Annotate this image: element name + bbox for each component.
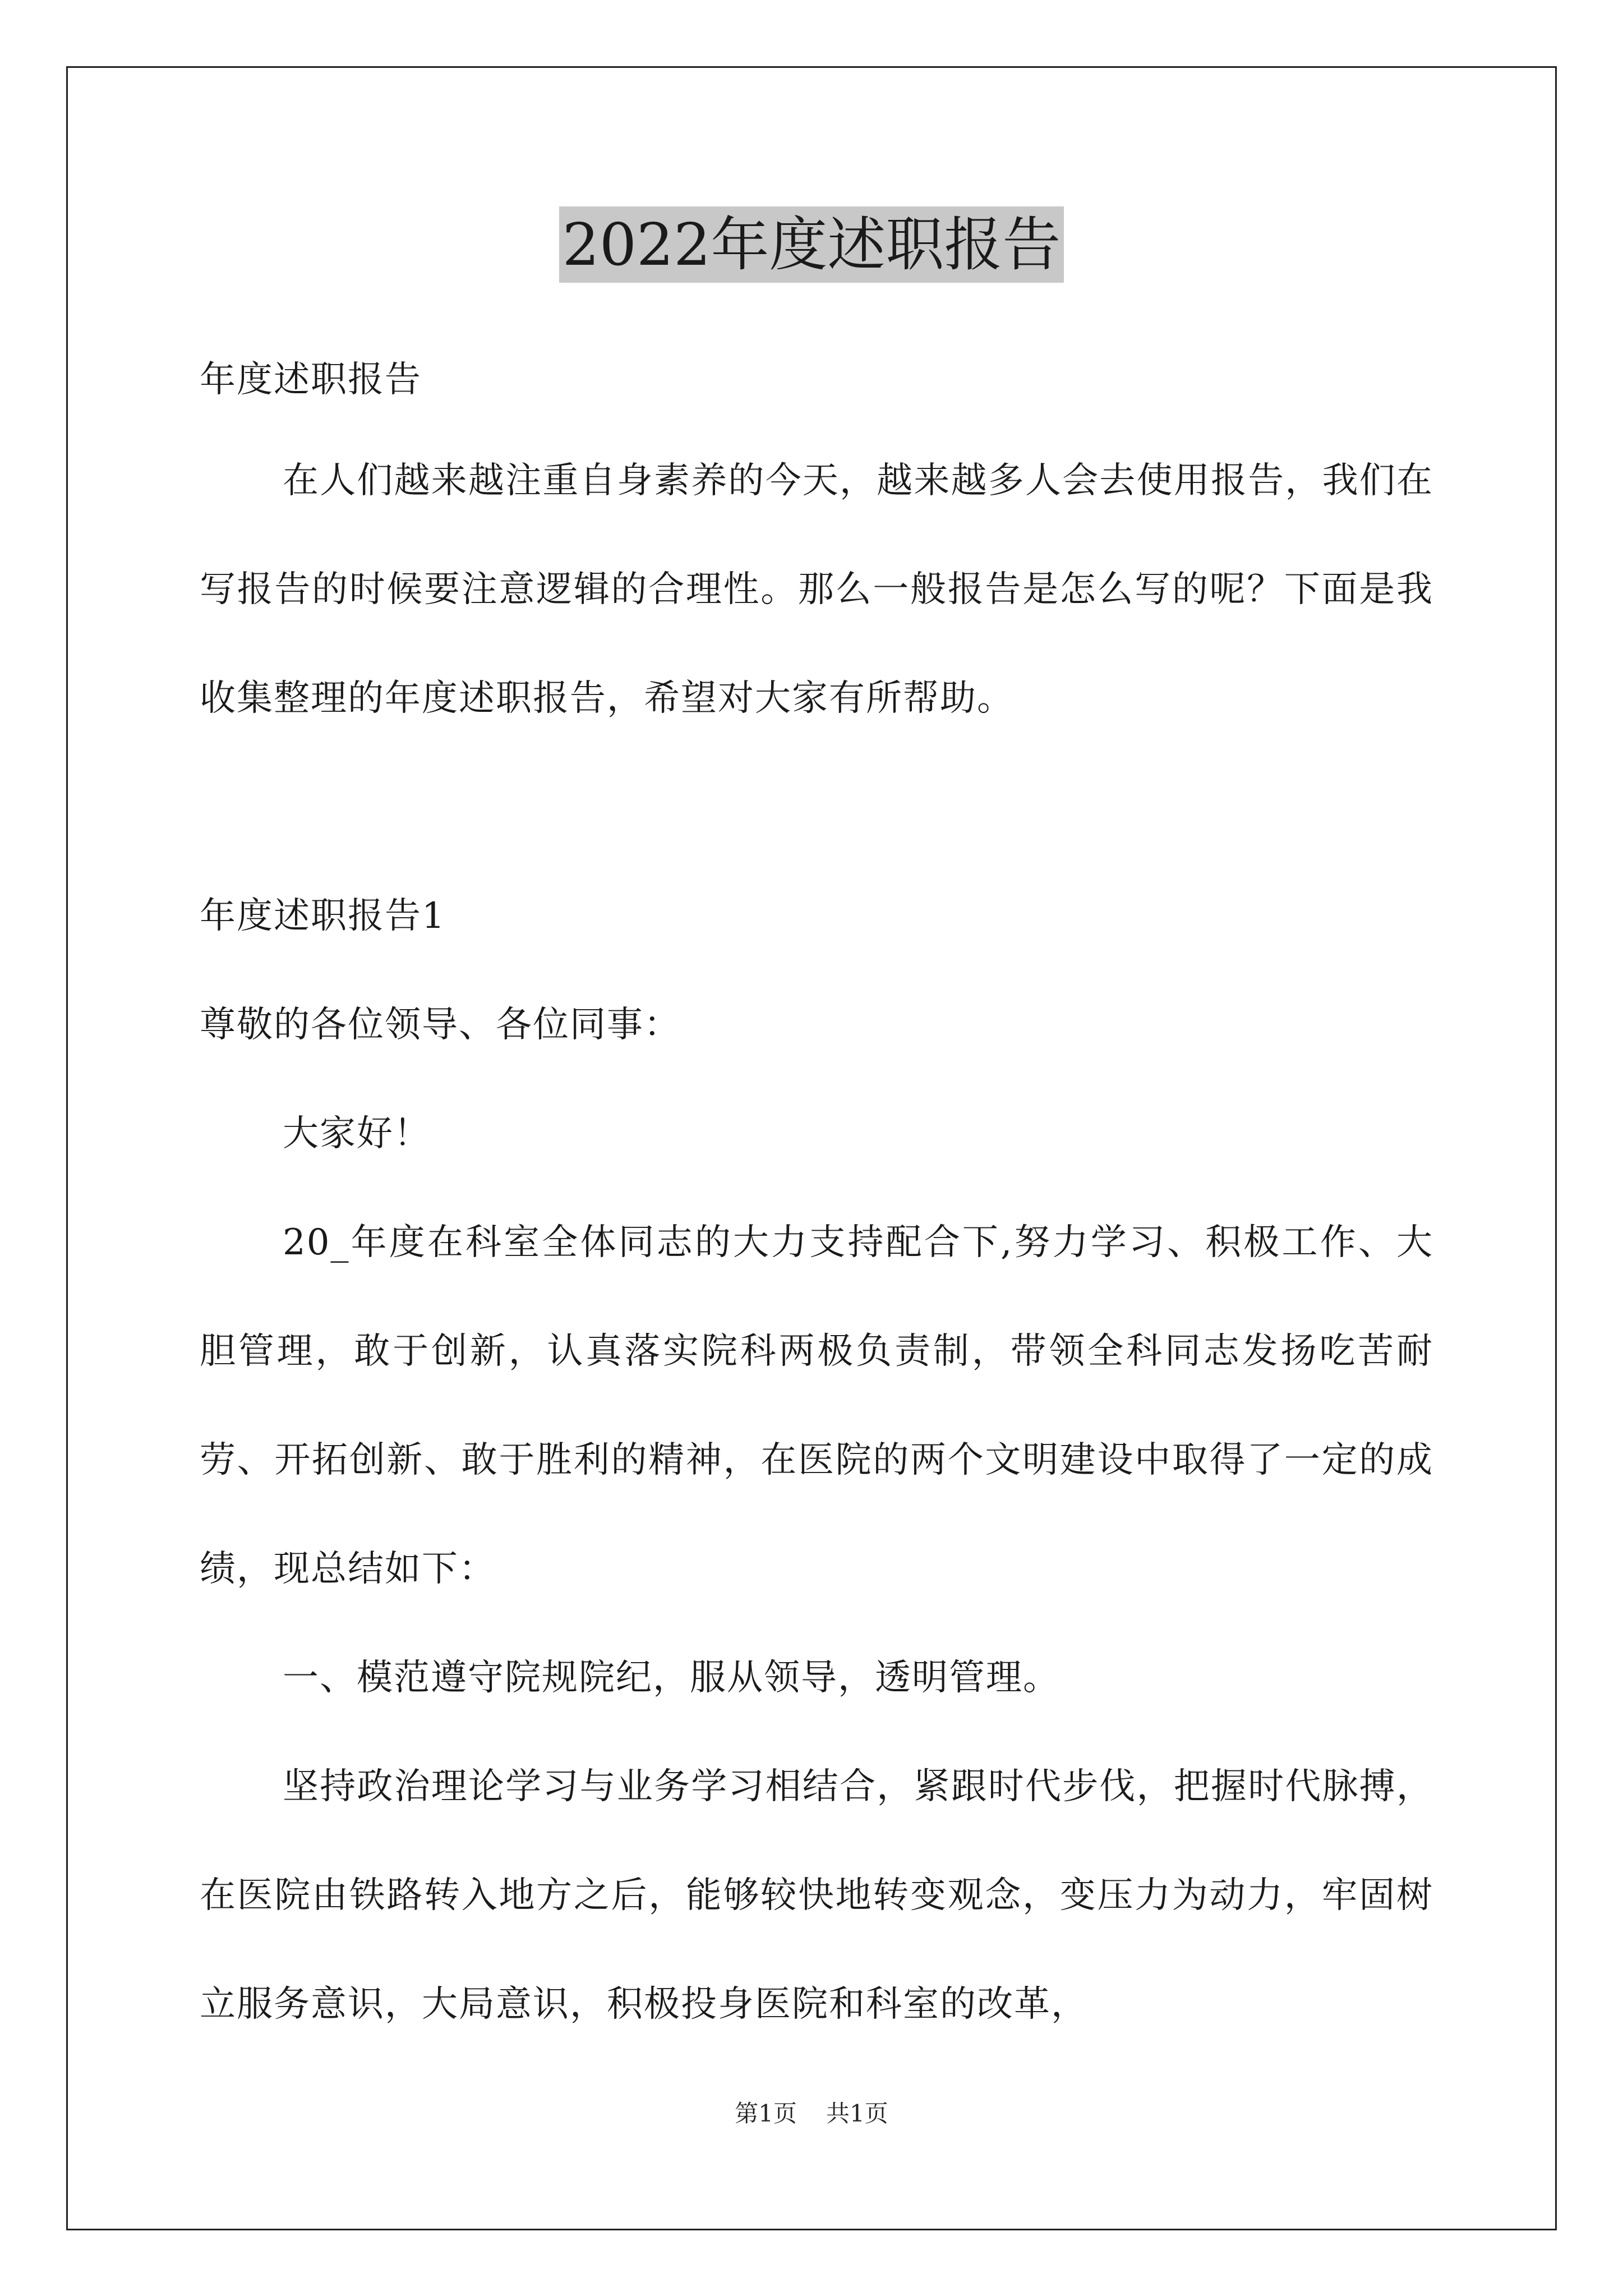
page-footer [0, 2097, 1623, 2131]
intro-paragraph: 在人们越来越注重自身素养的今天，越来越多人会去使用报告，我们在写报告的时候要注意逻辑的合理性。那么一般报告是怎么写的呢？下面是我收集整理的年度述职报告，希望对大家有所帮助。 [200, 460, 1433, 719]
section-point-heading: 一、模范遵守院规院纪，服从领导，透明管理。 [283, 1657, 1060, 1699]
page-number: 第1页 [735, 2100, 797, 2127]
body-paragraph: 坚持政治理论学习与业务学习相结合，紧跟时代步伐，把握时代脉搏，在医院由铁路转入地方之后，能够较快地转变观念，变压力为动力，牢固树立服务意识，大局意识，积极投身医院和科室的改革， [200, 1766, 1433, 2025]
page-total: 共1页 [826, 2100, 888, 2127]
section-heading: 年度述职报告1 [200, 895, 446, 937]
salutation-paragraph: 尊敬的各位领导、各位同事： [200, 1004, 681, 1046]
subtitle-paragraph: 年度述职报告 [200, 359, 422, 401]
document-title [0, 206, 1623, 283]
greeting-paragraph: 大家好！ [283, 1113, 431, 1154]
body-paragraph: 20_年度在科室全体同志的大力支持配合下,努力学习、积极工作、大胆管理，敢于创新，认真落实院科两极负责制，带领全科同志发扬吃苦耐劳、开拓创新、敢于胜利的精神，在医院的两个文明建设中取得了一定的成绩，现总结如下： [200, 1222, 1433, 1590]
document-title-text: 2022年度述职报告 [559, 206, 1064, 283]
